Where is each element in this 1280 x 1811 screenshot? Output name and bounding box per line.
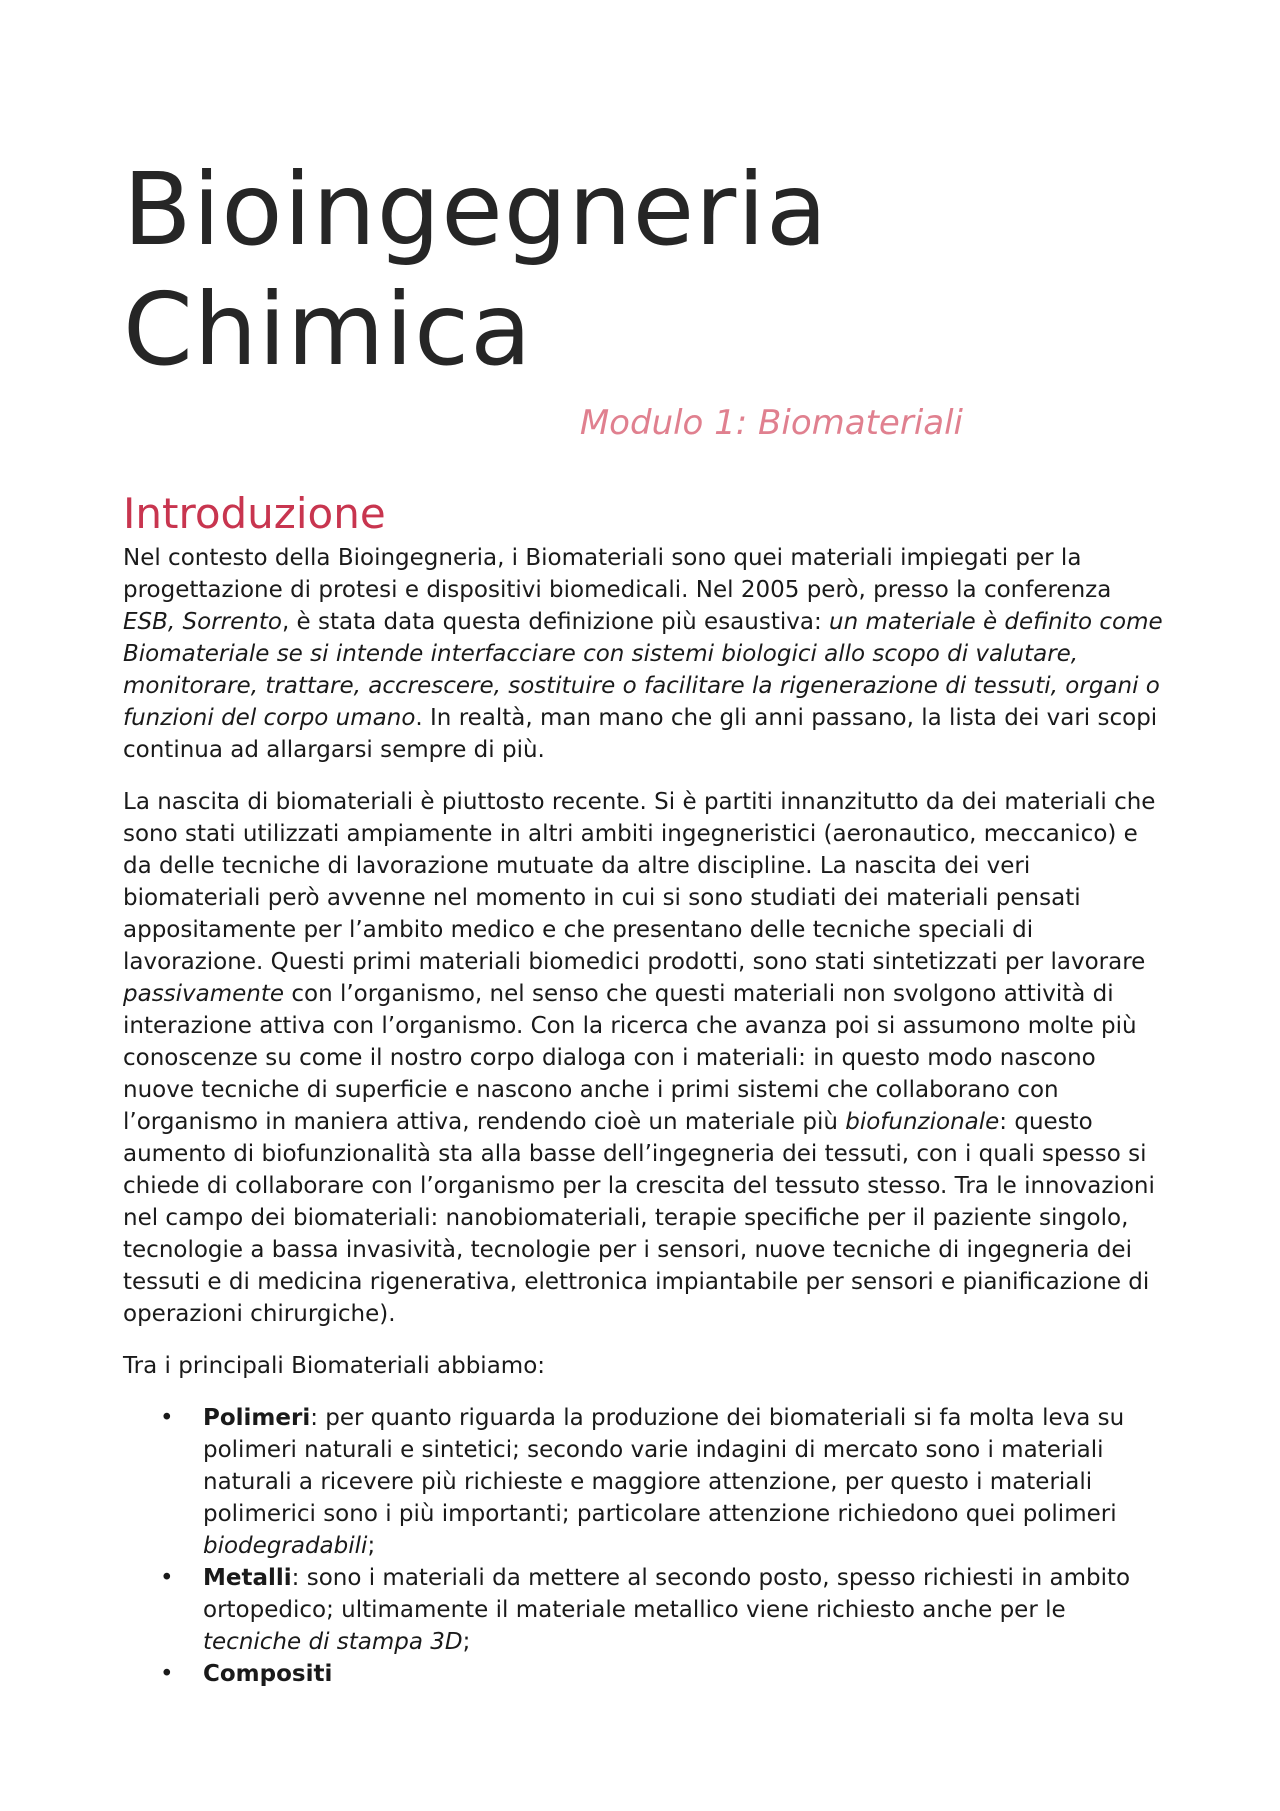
paragraph-3: Tra i principali Biomateriali abbiamo:: [123, 1353, 546, 1379]
paragraph-1: [123, 542, 1163, 766]
polimeri-italic: biodegradabili: [203, 1533, 368, 1559]
title-line-2: Chimica: [123, 271, 533, 388]
p2-text-c: con l’organismo, nel senso che questi materiali non svolgono attività di interazione attiva con l’organismo. Con la ricerca che avanza poi si assumono molte più conoscenze su come il nostro corpo dialoga con i materiali: in questo modo nascono nuove tecniche di superficie e nascono anche i primi sistemi che collaborano con l’organismo in maniera attiva, rendendo cioè un materiale più: [123, 981, 1137, 1135]
term-metalli: Metalli: [203, 1565, 292, 1591]
polimeri-text-a: : per quanto riguarda la produzione dei biomateriali si fa molta leva su polimeri naturali e sintetici; secondo varie indagini di mercato sono i materiali naturali a ricevere più richieste e maggiore attenzione, per questo i materiali polimerici sono i più importanti; particolare attenzione richiedono quei polimeri: [203, 1405, 1125, 1527]
bullet-icon: •: [160, 1405, 174, 1431]
p2-italic-biofunzionale: biofunzionale: [845, 1109, 1000, 1135]
metalli-text-a: : sono i materiali da mettere al secondo posto, spesso richiesti in ambito ortopedico; ultimamente il materiale metallico viene richiesto anche per le: [203, 1565, 1131, 1623]
list-item-compositi: [160, 1658, 1163, 1690]
term-compositi: Compositi: [203, 1661, 333, 1687]
p1-italic-definition: un materiale è definito come Biomateriale se si intende interfacciare con sistemi biologici allo scopo di valutare, monitorare, trattare, accrescere, sostituire o facilitare la rigenerazione di tessuti, organi o funzioni del corpo umano: [123, 609, 1163, 731]
list-item-polimeri: [160, 1402, 1163, 1562]
p2-text-e: : questo aumento di biofunzionalità sta alla basse dell’ingegneria dei tessuti, con i quali spesso si chiede di collaborare con l’organismo per la crescita del tessuto stesso. Tra le innovazioni nel campo dei biomateriali: nanobiomateriali, terapie specifiche per il paziente singolo, tecnologie a bassa invasività, tecnologie per i sensori, nuove tecniche di ingegneria dei tessuti e di medicina rigenerativa, elettronica impiantabile per sensori e pianificazione di operazioni chirurgiche).: [123, 1109, 1155, 1327]
document-page: [123, 150, 1163, 1690]
p1-text-a: Nel contesto della Bioingegneria, i Biomateriali sono quei materiali impiegati per la progettazione di protesi e dispositivi biomedicali. Nel 2005 però, presso la conferenza: [123, 545, 1112, 603]
document-subtitle: Modulo 1: Biomateriali: [579, 403, 963, 443]
bullet-icon: •: [160, 1565, 174, 1591]
section-heading-introduzione: Introduzione: [123, 489, 386, 538]
p2-text-a: La nascita di biomateriali è piuttosto recente. Si è partiti innanzitutto da dei materiali che sono stati utilizzati ampiamente in altri ambiti ingegneristici (aeronautico, meccanico) e da delle tecniche di lavorazione mutuate da altre discipline. La nascita dei veri biomateriali però avvenne nel momento in cui si sono studiati dei materiali pensati appositamente per l’ambito medico e che presentano delle tecniche speciali di lavorazione. Questi primi materiali biomedici prodotti, sono stati sintetizzati per lavorare: [123, 789, 1156, 975]
paragraph-2: [123, 786, 1163, 1330]
p2-italic-passivamente: passivamente: [123, 981, 285, 1007]
polimeri-text-c: ;: [367, 1533, 376, 1559]
materials-list: [123, 1402, 1163, 1690]
p1-text-e: . In realtà, man mano che gli anni passano, la lista dei vari scopi continua ad allargarsi sempre di più.: [123, 705, 1158, 763]
metalli-italic: tecniche di stampa 3D: [203, 1629, 463, 1655]
document-title: [123, 150, 1163, 390]
p1-italic-esb: ESB, Sorrento: [123, 609, 282, 635]
title-line-1: Bioingegneria: [123, 151, 829, 268]
list-item-metalli: [160, 1562, 1163, 1658]
bullet-icon: •: [160, 1661, 174, 1687]
p1-text-c: , è stata data questa definizione più esaustiva:: [281, 609, 830, 635]
term-polimeri: Polimeri: [203, 1405, 311, 1431]
metalli-text-c: ;: [462, 1629, 471, 1655]
